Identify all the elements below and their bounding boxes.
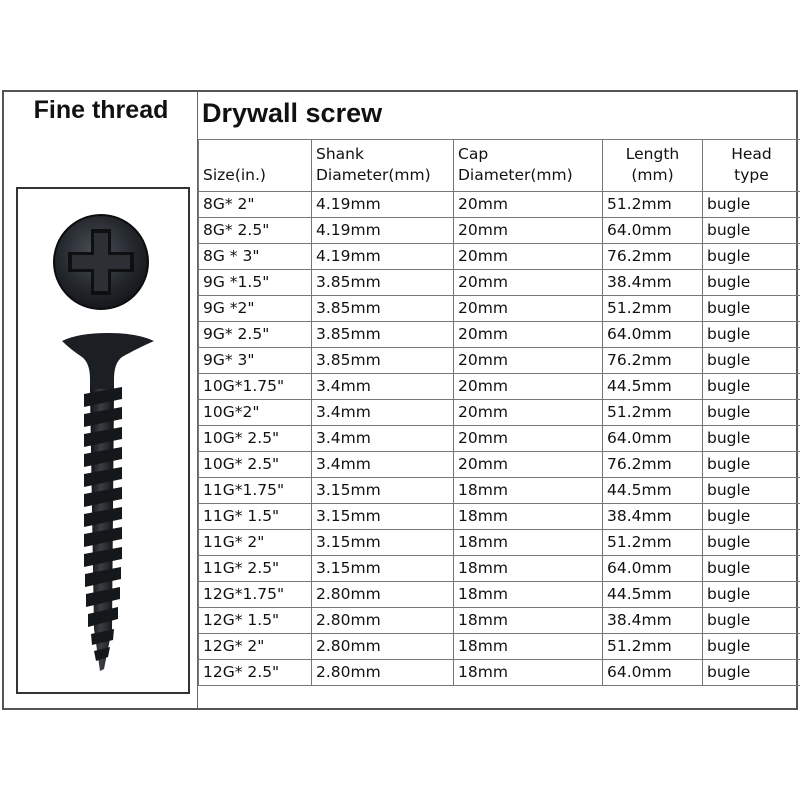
cell-length: 51.2mm xyxy=(603,634,703,660)
cell-length: 51.2mm xyxy=(603,296,703,322)
table-row xyxy=(199,608,800,634)
table-row xyxy=(199,296,800,322)
cell-head: bugle xyxy=(703,322,800,348)
cell-head: bugle xyxy=(703,556,800,582)
cell-size: 8G* 2.5" xyxy=(199,218,312,244)
table-row xyxy=(199,530,800,556)
header-head-type: Head type xyxy=(703,140,800,192)
cell-cap: 20mm xyxy=(454,270,603,296)
screw-head-icon xyxy=(54,215,148,309)
cell-shank: 3.4mm xyxy=(312,374,454,400)
cell-size: 11G* 2" xyxy=(199,530,312,556)
cell-cap: 20mm xyxy=(454,322,603,348)
cell-shank: 4.19mm xyxy=(312,244,454,270)
cell-shank: 3.4mm xyxy=(312,426,454,452)
cell-cap: 20mm xyxy=(454,244,603,270)
cell-size: 10G*2" xyxy=(199,400,312,426)
cell-length: 44.5mm xyxy=(603,374,703,400)
cell-size: 9G *2" xyxy=(199,296,312,322)
cell-size: 11G*1.75" xyxy=(199,478,312,504)
cell-length: 64.0mm xyxy=(603,322,703,348)
cell-size: 9G *1.5" xyxy=(199,270,312,296)
cell-cap: 18mm xyxy=(454,582,603,608)
header-cap: Cap Diameter(mm) xyxy=(454,140,603,192)
cell-head: bugle xyxy=(703,348,800,374)
cell-cap: 20mm xyxy=(454,400,603,426)
cell-length: 64.0mm xyxy=(603,218,703,244)
cell-shank: 2.80mm xyxy=(312,608,454,634)
cell-head: bugle xyxy=(703,192,800,218)
cell-length: 38.4mm xyxy=(603,608,703,634)
cell-size: 9G* 3" xyxy=(199,348,312,374)
cell-cap: 20mm xyxy=(454,296,603,322)
cell-length: 38.4mm xyxy=(603,504,703,530)
cell-cap: 20mm xyxy=(454,218,603,244)
cell-head: bugle xyxy=(703,660,800,686)
cell-head: bugle xyxy=(703,530,800,556)
cell-shank: 2.80mm xyxy=(312,582,454,608)
table-row xyxy=(199,270,800,296)
table-row xyxy=(199,478,800,504)
table-row xyxy=(199,400,800,426)
table-row xyxy=(199,322,800,348)
cell-shank: 3.4mm xyxy=(312,452,454,478)
cell-shank: 3.85mm xyxy=(312,296,454,322)
table-row xyxy=(199,582,800,608)
cell-head: bugle xyxy=(703,296,800,322)
cell-shank: 4.19mm xyxy=(312,218,454,244)
table-row xyxy=(199,426,800,452)
cell-size: 9G* 2.5" xyxy=(199,322,312,348)
header-size: Size(in.) xyxy=(199,140,312,192)
cell-size: 10G* 2.5" xyxy=(199,452,312,478)
cell-length: 76.2mm xyxy=(603,348,703,374)
cell-size: 10G* 2.5" xyxy=(199,426,312,452)
cell-length: 51.2mm xyxy=(603,400,703,426)
cell-length: 64.0mm xyxy=(603,660,703,686)
cell-cap: 18mm xyxy=(454,478,603,504)
cell-length: 51.2mm xyxy=(603,530,703,556)
left-panel xyxy=(4,92,198,708)
cell-shank: 3.15mm xyxy=(312,504,454,530)
thread-type-title: Fine thread xyxy=(33,96,169,124)
cell-shank: 2.80mm xyxy=(312,660,454,686)
cell-length: 44.5mm xyxy=(603,582,703,608)
cell-head: bugle xyxy=(703,634,800,660)
cell-head: bugle xyxy=(703,504,800,530)
cell-shank: 3.15mm xyxy=(312,530,454,556)
cell-cap: 20mm xyxy=(454,348,603,374)
table-row xyxy=(199,192,800,218)
cell-cap: 20mm xyxy=(454,374,603,400)
cell-head: bugle xyxy=(703,400,800,426)
cell-head: bugle xyxy=(703,608,800,634)
cell-cap: 18mm xyxy=(454,608,603,634)
cell-head: bugle xyxy=(703,244,800,270)
cell-length: 76.2mm xyxy=(603,452,703,478)
cell-head: bugle xyxy=(703,452,800,478)
cell-head: bugle xyxy=(703,426,800,452)
screw-image-frame xyxy=(16,187,190,694)
cell-head: bugle xyxy=(703,218,800,244)
table-row xyxy=(199,374,800,400)
cell-size: 12G* 2.5" xyxy=(199,660,312,686)
cell-shank: 2.80mm xyxy=(312,634,454,660)
cell-cap: 20mm xyxy=(454,452,603,478)
cell-length: 44.5mm xyxy=(603,478,703,504)
table-row xyxy=(199,504,800,530)
cell-size: 11G* 1.5" xyxy=(199,504,312,530)
cell-size: 12G*1.75" xyxy=(199,582,312,608)
cell-cap: 20mm xyxy=(454,426,603,452)
header-length: Length (mm) xyxy=(603,140,703,192)
cell-cap: 18mm xyxy=(454,530,603,556)
cell-shank: 3.15mm xyxy=(312,478,454,504)
cell-shank: 4.19mm xyxy=(312,192,454,218)
cell-shank: 3.85mm xyxy=(312,348,454,374)
screw-side-icon xyxy=(62,333,154,671)
cell-length: 76.2mm xyxy=(603,244,703,270)
table-row xyxy=(199,218,800,244)
product-title: Drywall screw xyxy=(202,98,383,128)
cell-size: 12G* 2" xyxy=(199,634,312,660)
cell-size: 8G* 2" xyxy=(199,192,312,218)
cell-size: 10G*1.75" xyxy=(199,374,312,400)
cell-cap: 18mm xyxy=(454,504,603,530)
table-row xyxy=(199,634,800,660)
cell-cap: 18mm xyxy=(454,660,603,686)
table-row xyxy=(199,556,800,582)
cell-head: bugle xyxy=(703,270,800,296)
cell-length: 64.0mm xyxy=(603,556,703,582)
cell-head: bugle xyxy=(703,582,800,608)
cell-cap: 18mm xyxy=(454,634,603,660)
table-header-row xyxy=(199,140,800,192)
cell-shank: 3.15mm xyxy=(312,556,454,582)
spec-table xyxy=(198,139,798,686)
spec-sheet xyxy=(2,90,798,710)
screw-illustration xyxy=(18,189,188,692)
cell-head: bugle xyxy=(703,478,800,504)
cell-head: bugle xyxy=(703,374,800,400)
cell-shank: 3.85mm xyxy=(312,322,454,348)
cell-length: 64.0mm xyxy=(603,426,703,452)
table-row xyxy=(199,660,800,686)
cell-cap: 18mm xyxy=(454,556,603,582)
cell-size: 8G * 3" xyxy=(199,244,312,270)
cell-shank: 3.4mm xyxy=(312,400,454,426)
cell-length: 38.4mm xyxy=(603,270,703,296)
table-row xyxy=(199,348,800,374)
cell-shank: 3.85mm xyxy=(312,270,454,296)
cell-size: 12G* 1.5" xyxy=(199,608,312,634)
table-row xyxy=(199,244,800,270)
cell-cap: 20mm xyxy=(454,192,603,218)
cell-size: 11G* 2.5" xyxy=(199,556,312,582)
cell-length: 51.2mm xyxy=(603,192,703,218)
table-row xyxy=(199,452,800,478)
header-shank: Shank Diameter(mm) xyxy=(312,140,454,192)
